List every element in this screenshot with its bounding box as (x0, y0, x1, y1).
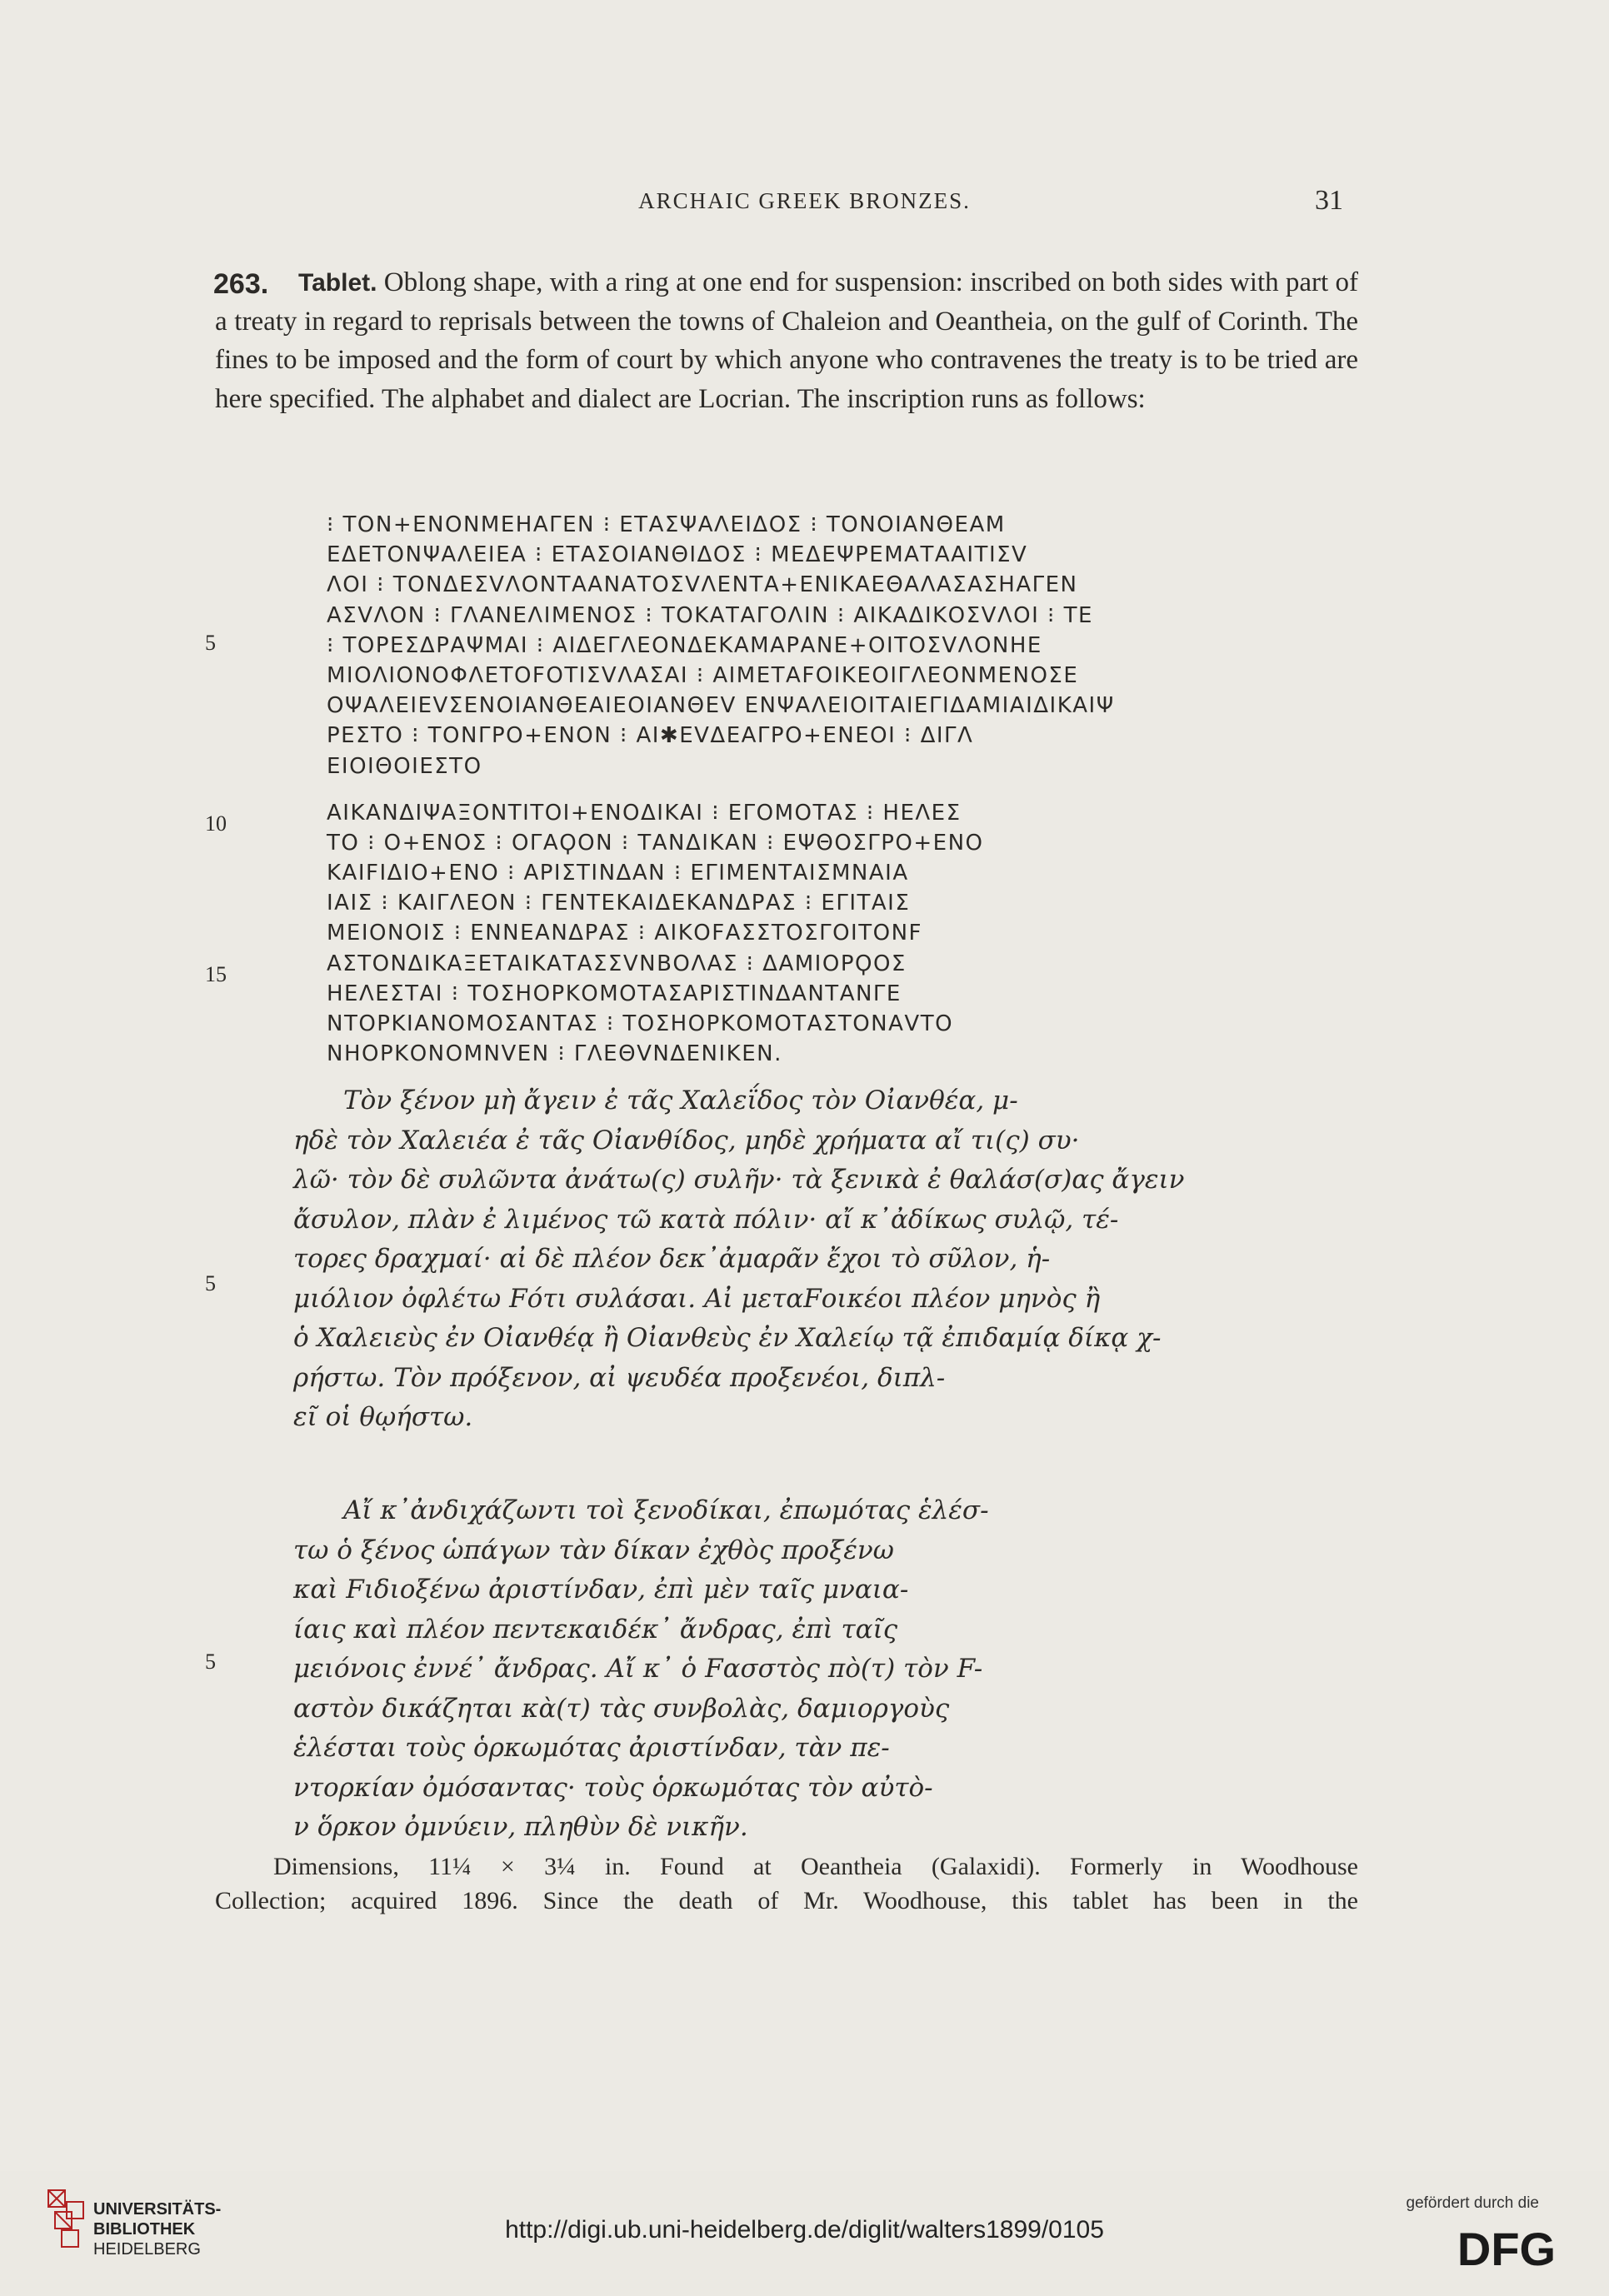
text-line: Αἴ κ᾽ἀνδιχάζωντι τοὶ ξενοδίκαι, ἐπωμότας ἑλέσ- (343, 1495, 989, 1525)
text-line: ⁝ ΤΟΝ+ΕΝΟΝΜΕΗΑΓΕΝ ⁝ ΕΤΑΣΨΑΛΕΙΔΟΣ ⁝ ΤΟΝΟΙΑΝΘΕΑΜ (327, 512, 1006, 537)
text-line: ΑΣΤΟΝΔΙΚΑΞΕΤΑΙΚΑΤΑΣΣVΝΒΟΛΑΣ ⁝ ΔΑΜΙΟΡϘΟΣ (327, 951, 907, 976)
text-line: Τὸν ξένον μὴ ἄγειν ἐ τᾶς Χαλεΐδος τὸν Οἰανθέα, μ- (343, 1086, 1018, 1116)
text-line: ΜΕΙΟΝΟΙΣ ⁝ ΕΝΝΕΑΝΔΡΑΣ ⁝ ΑΙΚΟFΑΣΣΤΟΣΓΟΙΤΟΝF (327, 921, 922, 946)
text-line: ΡΕΣΤΟ ⁝ ΤΟΝΓΡΟ+ΕΝΟΝ ⁝ ΑΙ✱ΕVΔΕΑΓΡΟ+ΕΝΕΟΙ ⁝ ΔΙΓΛ (327, 723, 974, 749)
text-line: ΕΙΟΙΘΟΙΕΣΤΟ (327, 753, 482, 779)
text-line: τορες δραχμαί· αἰ δὲ πλέον δεκ᾽ἀμαρᾶν ἔχοι τὸ σῦλον, ἡ- (293, 1244, 1051, 1274)
text-line: ηδὲ τὸν Χαλειέα ἐ τᾶς Οἰανθίδος, μηδὲ χρήματα αἴ τι(ς) συ· (293, 1125, 1080, 1155)
text-line: ὁ Χαλειεὺς ἐν Οἰανθέᾳ ἢ Οἰανθεὺς ἐν Χαλείῳ τᾷ ἐπιδαμίᾳ δίκᾳ χ- (293, 1323, 1162, 1353)
text-line: ἄσυλον, πλὰν ἐ λιμένος τῶ κατὰ πόλιν· αἴ κ᾽ἀδίκως συλῷ, τέ- (293, 1204, 1119, 1235)
text-line: αστὸν δικάζηται κὰ(τ) τὰς συνβολὰς, δαμιοργοὺς (293, 1693, 950, 1724)
text-line: ρήστω. Τὸν πρόξενον, αἰ ψευδέα προξενέοι, διπλ- (293, 1362, 946, 1393)
text-line: ἑλέσται τοὺς ὁρκωμότας ἀριστίνδαν, τὰν πε- (293, 1733, 890, 1763)
text-line: ⁝ ΤΟΡΕΣΔΡΑΨΜΑΙ ⁝ ΑΙΔΕΓΛΕΟΝΔΕΚΑΜΑΡΑΝΕ+ΟΙΤΟΣVΛΟΝΗΕ (327, 632, 1042, 658)
text-line: μειόνοις ἐννέ᾽ ἄνδρας. Αἴ κ᾽ ὁ Fασστὸς πὸ(τ) τὸν F- (293, 1654, 983, 1684)
catalogue-entry-number: 263. (213, 268, 269, 300)
entry-description-text: Oblong shape, with a ring at one end for suspension: inscribed on both sides with part of a treaty in regard to reprisals between the towns of Chaleion and Oeantheia, on the gulf of Corinth. The fines to be imposed and the form of court by which anyone who contravenes the treaty is to be tried are here specified. The alphabet and dialect are Locrian. The inscription runs as follows: (215, 267, 1358, 414)
dimensions-note (215, 1849, 1358, 1918)
digitization-url-link[interactable]: http://digi.ub.uni-heidelberg.de/diglit/walters1899/0105 (505, 2216, 1104, 2244)
transcription-side-a (293, 1081, 1260, 1438)
text-line: ΝΤΟΡΚΙΑΝΟΜΟΣΑΝΤΑΣ ⁝ ΤΟΣΗΟΡΚΟΜΟΤΑΣΤΟΝΑVΤΟ (327, 1011, 954, 1036)
text-line: τω ὁ ξένος ὡπάγων τὰν δίκαν ἐχθὸς προξένω (293, 1535, 894, 1565)
inscription-side-b (327, 798, 1243, 1070)
page-number: 31 (1315, 185, 1343, 216)
transcription-side-b (293, 1491, 1260, 1848)
text-line: ΚΑΙFΙΔΙΟ+ΕΝΟ ⁝ ΑΡΙΣΤΙΝΔΑΝ ⁝ ΕΓΙΜΕΝΤΑΙΣΜΝΑΙΑ (327, 861, 909, 886)
funding-label: gefördert durch die (1406, 2194, 1539, 2212)
running-head: ARCHAIC GREEK BRONZES. (638, 188, 971, 213)
text-line: μιόλιον ὀφλέτω Fότι συλάσαι. Αἰ μεταFοικέοι πλέον μηνὸς ἢ (293, 1283, 1101, 1314)
dfg-logo-icon (1438, 2224, 1575, 2270)
line-number: 5 (205, 1650, 216, 1674)
text-line: ντορκίαν ὀμόσαντας· τοὺς ὁρκωμότας τὸν αὐτὸ- (293, 1772, 933, 1803)
university-library-name: UNIVERSITÄTS- BIBLIOTHEK HEIDELBERG (93, 2200, 222, 2259)
svg-text:DFG: DFG (1457, 2224, 1557, 2270)
text-line: εῖ οἱ θῳήστω. (293, 1402, 473, 1432)
text-line: ν ὅρκον ὀμνύειν, πληθὺν δὲ νικῆν. (293, 1812, 748, 1842)
text-line: ΗΕΛΕΣΤΑΙ ⁝ ΤΟΣΗΟΡΚΟΜΟΤΑΣΑΡΙΣΤΙΝΔΑΝΤΑΝΓΕ (327, 981, 902, 1006)
dimensions-line: Dimensions, 11¼ × 3¼ in. Found at Oeantheia (Galaxidi). Formerly in Woodhouse (273, 1853, 1358, 1880)
inscription-block (327, 510, 1243, 1069)
text-line: ΤΟ ⁝ Ο+ΕΝΟΣ ⁝ ΟΓΑϘΟΝ ⁝ ΤΑΝΔΙΚΑΝ ⁝ ΕΨΘΟΣΓΡΟ+ΕΝΟ (327, 830, 984, 856)
line-number: 15 (205, 962, 227, 986)
line-number: 10 (205, 811, 227, 836)
text-line: ΑΣVΛΟΝ ⁝ ΓΛΑΝΕΛΙΜΕΝΟΣ ⁝ ΤΟΚΑΤΑΓΟΛΙΝ ⁝ ΑΙΚΑΔΙΚΟΣVΛΟΙ ⁝ ΤΕ (327, 602, 1093, 628)
text-line: ΕΔΕΤΟΝΨΑΛΕΙΕΑ ⁝ ΕΤΑΣΟΙΑΝΘΙΔΟΣ ⁝ ΜΕΔΕΨΡΕΜΑΤΑΑΙΤΙΣV (327, 542, 1028, 568)
text-line: ΑΙΚΑΝΔΙΨΑΞΟΝΤΙΤΟΙ+ΕΝΟΔΙΚΑΙ ⁝ ΕΓΟΜΟΤΑΣ ⁝ ΗΕΛΕΣ (327, 800, 962, 826)
entry-label: Tablet. (298, 269, 377, 297)
text-line: ΟΨΑΛΕΙΕVΣΕΝΟΙΑΝΘΕΑΙΕΟΙΑΝΘΕV ΕΝΨΑΛΕΙΟΙΤΑΙΕΓΙΔΑΜΙΑΙΔΙΚΑΙΨ (327, 693, 1115, 719)
text-line: ΝΗΟΡΚΟΝΟΜΝVΕΝ ⁝ ΓΛΕΘVΝΔΕΝΙΚΕΝ. (327, 1041, 782, 1067)
line-number: 5 (205, 1271, 216, 1295)
text-line: ίαις καὶ πλέον πεντεκαιδέκ᾽ ἄνδρας, ἐπὶ ταῖς (293, 1614, 898, 1645)
text-line: ΛΟΙ ⁝ ΤΟΝΔΕΣVΛΟΝΤΑΑΝΑΤΟΣVΛΕΝΤΑ+ΕΝΙΚΑΕΘΑΛΑΣΑΣΗΑΓΕΝ (327, 572, 1078, 598)
text-line: ΜΙΟΛΙΟΝΟΦΛΕΤΟFΟΤΙΣVΛΑΣΑΙ ⁝ ΑΙΜΕΤΑFΟΙΚΕΟΙΓΛΕΟΝΜΕΝΟΣΕ (327, 662, 1079, 688)
text-line: λῶ· τὸν δὲ συλῶντα ἀνάτω(ς) συλῆν· τὰ ξενικὰ ἐ θαλάσ(σ)ας ἄγειν (293, 1165, 1185, 1195)
text-line: καὶ Fιδιοξένω ἀριστίνδαν, ἐπὶ μὲν ταῖς μναια- (293, 1575, 909, 1605)
line-number: 5 (205, 631, 216, 655)
text-line: ΙΑΙΣ ⁝ ΚΑΙΓΛΕΟΝ ⁝ ΓΕΝΤΕΚΑΙΔΕΚΑΝΔΡΑΣ ⁝ ΕΓΙΤΑΙΣ (327, 891, 911, 916)
entry-description (215, 263, 1358, 418)
inscription-side-a (327, 510, 1243, 781)
dimensions-line: Collection; acquired 1896. Since the death of Mr. Woodhouse, this tablet has been in the (215, 1887, 1358, 1914)
